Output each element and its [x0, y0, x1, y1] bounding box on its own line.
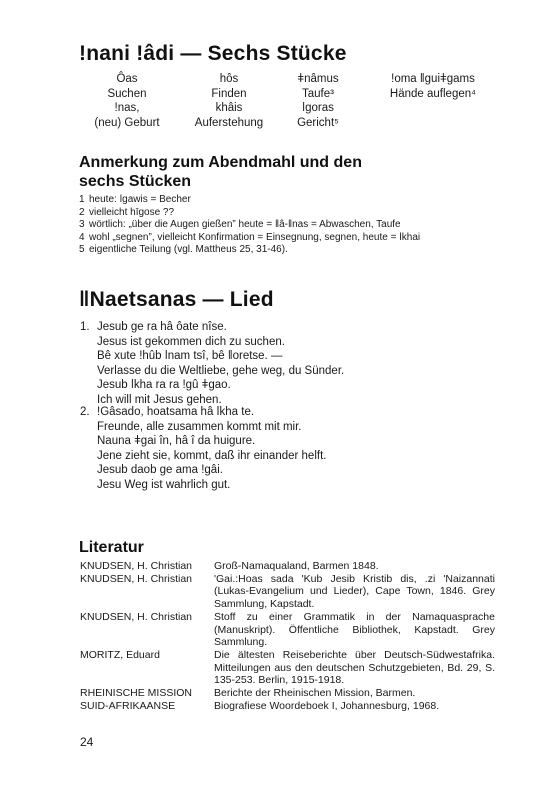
section-title-literatur: Literatur	[79, 539, 144, 556]
footnote-number: 4	[79, 231, 85, 243]
footnote-number: 2	[79, 206, 85, 218]
section-title-anmerkung	[79, 153, 362, 191]
bibliography-entry	[80, 687, 495, 700]
verse-line: Jesu Weg ist wahrlich gut.	[97, 478, 231, 491]
verse-line: Jesus ist gekommen dich zu suchen.	[97, 335, 285, 348]
verse-line: 1. Jesub ge ra hâ ôate nîse.	[80, 321, 227, 333]
bibliography-entry	[80, 611, 495, 649]
verse-line: Nauna ǂgai în, hâ î da huigure.	[97, 435, 256, 448]
footnote-number: 5	[79, 244, 85, 256]
entry-text: Biografiese Woordeboek I, Johannesburg, 1968.	[214, 699, 440, 712]
verse-line: Freunde, alle zusammen kommt mit mir.	[97, 420, 302, 433]
verse-line: Jesub ǀkha ra ra !gû ǂgao.	[97, 379, 231, 392]
footnote-list	[79, 194, 420, 257]
footnote-text: heute: ǀgawis = Becher	[89, 194, 191, 205]
word-item: hôs	[219, 73, 239, 85]
footnote	[79, 207, 420, 220]
verse-line: Ich will mit Jesus gehen.	[97, 393, 222, 406]
footnote-text: vielleicht hīgose ??	[89, 206, 175, 218]
bibliography-list	[80, 560, 495, 712]
verse-line: Jene zieht sie, kommt, daß ihr einander helft.	[97, 449, 327, 462]
entry-text: 'Gai.:Hoas sada 'Kub Jesib Kristib dis, .zi 'Naizannati (Lukas-Evangelium und Lieder), Cape Town, 1846. Grey Sammlung, Kapstadt.	[214, 572, 495, 611]
verse-line: 2. !Gâsado, hoatsama hâ ǀkha te.	[80, 406, 255, 418]
word-item: Ôas	[116, 73, 138, 85]
word-item: Suchen	[107, 87, 147, 100]
verse-number: 2.	[80, 406, 90, 418]
entry-text: Stoff zu einer Grammatik in der Namaquasprache (Manuskript). Öffentliche Bibliothek, Kapstadt. Grey Sammlung.	[214, 610, 495, 649]
entry-author: KNUDSEN, H. Christian	[80, 572, 193, 585]
word-item: ǂnâmus	[297, 73, 339, 85]
word-item: Taufe³	[302, 87, 334, 100]
footnote-number: 3	[79, 219, 85, 231]
word-item: ǀgoras	[302, 102, 334, 114]
footnote	[79, 194, 420, 207]
footnote	[79, 232, 420, 245]
bibliography-entry	[80, 700, 495, 713]
title-line: sechs Stücken	[79, 173, 192, 190]
bibliography-entry	[80, 649, 495, 687]
entry-author: SUID-AFRIKAANSE	[80, 699, 176, 712]
section-title-sechs-stuecke: !nani !âdi — Sechs Stücke	[79, 42, 347, 65]
entry-author: MORITZ, Eduard	[80, 648, 160, 661]
word-item: Hände auflegen⁴	[389, 87, 477, 100]
footnote-text: eigentliche Teilung (vgl. Mattheus 25, 31-46).	[89, 244, 288, 256]
verse-2	[80, 405, 326, 493]
entry-text: Berichte der Rheinischen Mission, Barmen.	[214, 687, 416, 700]
verse-1	[80, 320, 344, 408]
word-item: Gericht⁵	[297, 116, 339, 129]
verse-line: Verlasse du die Weltliebe, gehe weg, du Sünder.	[97, 364, 345, 377]
word-column-2	[182, 72, 276, 130]
entry-text: Die ältesten Reiseberichte über Deutsch-Südwestafrika. Mitteilungen aus den deutschen Schutzgebieten, Bd. 29, S. 135-253. Berlin, 1915-1918.	[214, 648, 495, 687]
word-column-3	[280, 72, 356, 130]
title-line: Anmerkung zum Abendmahl und den	[79, 154, 362, 171]
verse-line: Bê xute !hûb ǀnam tsî, bê ǁoretse. —	[97, 350, 283, 363]
entry-author: KNUDSEN, H. Christian	[80, 610, 193, 623]
word-item: (neu) Geburt	[94, 116, 160, 129]
footnote-text: wohl „segnen”, vielleicht Konfirmation = Einsegnung, segnen, heute = ǀkhai	[89, 231, 421, 243]
word-item: !oma ǁguiǂgams	[391, 73, 475, 85]
word-item: khâis	[215, 102, 243, 114]
verse-number: 1.	[80, 321, 90, 333]
section-title-lied: ǁNaetsanas — Lied	[79, 288, 274, 311]
page-number: 24	[80, 735, 94, 749]
footnote-text: wörtlich: „über die Augen gießen” heute = ǁâ-ǁnas = Abwaschen, Taufe	[89, 219, 401, 231]
bibliography-entry	[80, 573, 495, 611]
word-item: Finden	[211, 87, 247, 100]
bibliography-entry	[80, 560, 495, 573]
word-column-4	[380, 72, 486, 101]
verse-line: Jesub daob ge ama !gâi.	[97, 464, 223, 477]
word-item: !nas,	[114, 102, 140, 114]
entry-text: Groß-Namaqualand, Barmen 1848.	[214, 560, 379, 572]
footnote	[79, 219, 420, 232]
footnote-number: 1	[79, 194, 85, 205]
entry-author: RHEINISCHE MISSION	[80, 687, 193, 700]
word-column-1	[80, 72, 174, 130]
footnote	[79, 244, 420, 257]
entry-author: KNUDSEN, H. Christian	[80, 560, 193, 572]
word-item: Auferstehung	[194, 116, 264, 129]
